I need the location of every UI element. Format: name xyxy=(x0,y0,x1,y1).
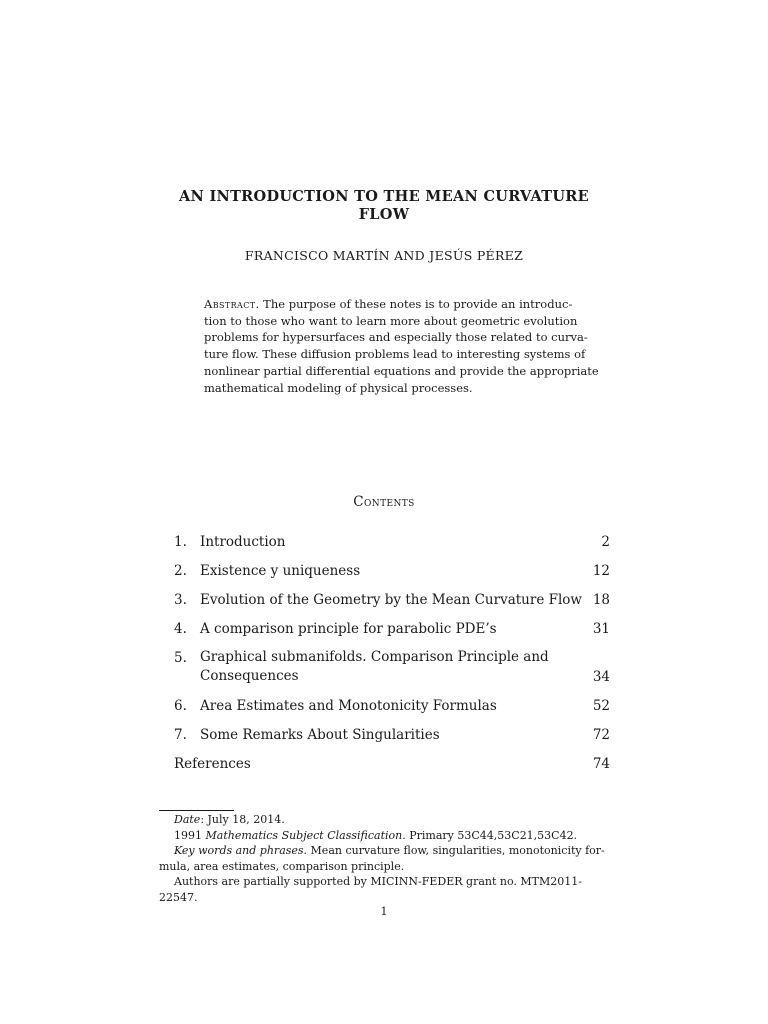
abstract-line-3: problems for hypersurfaces and especially those related to curva- xyxy=(204,330,588,345)
author-names: FRANCISCO MARTÍN AND JESÚS PÉREZ xyxy=(244,248,524,263)
toc-label: Area Estimates and Monotonicity Formulas xyxy=(200,698,497,714)
keywords-label: Key words and phrases. xyxy=(174,844,308,857)
toc-number: 7. xyxy=(174,727,187,743)
abstract xyxy=(204,296,599,396)
toc-number: 4. xyxy=(174,621,187,637)
toc-label-line-2: Consequences xyxy=(200,668,299,684)
toc-entry-introduction[interactable] xyxy=(174,532,610,552)
footnote-support-line-1: Authors are partially supported by MICINN-FEDER grant no. MTM2011- xyxy=(174,875,582,888)
title-line-1: AN INTRODUCTION TO THE MEAN CURVATURE xyxy=(179,188,589,205)
toc-page-number: 72 xyxy=(592,727,610,743)
abstract-line-2: tion to those who want to learn more about geometric evolution xyxy=(204,313,578,328)
msc-prefix: 1991 xyxy=(174,828,206,842)
contents-heading: Contents xyxy=(353,494,415,510)
toc-number: 1. xyxy=(174,534,187,550)
toc-label: Evolution of the Geometry by the Mean Curvature Flow xyxy=(200,592,582,608)
keywords-line-1: Mean curvature flow, singularities, monotonicity for- xyxy=(307,844,605,857)
toc-label xyxy=(200,648,549,686)
title-line-2: FLOW xyxy=(358,206,410,223)
toc-label: References xyxy=(174,756,251,772)
toc-entry-area-estimates[interactable] xyxy=(174,696,610,716)
toc-number: 2. xyxy=(174,563,187,579)
abstract-text-1: The purpose of these notes is to provide an introduc- xyxy=(259,297,573,311)
toc-page-number: 74 xyxy=(592,756,610,772)
footnote-keywords xyxy=(159,843,609,859)
keywords-line-2: mula, area estimates, comparison principle. xyxy=(159,859,405,873)
abstract-line-4: ture flow. These diffusion problems lead to interesting systems of xyxy=(204,347,586,362)
toc-page-number: 2 xyxy=(601,534,610,550)
toc-entry-singularities[interactable] xyxy=(174,725,610,745)
msc-label: Mathematics Subject Classification. xyxy=(205,828,406,842)
abstract-line-5: nonlinear partial differential equations and provide the appropriate xyxy=(204,363,599,378)
toc-entry-graphical-submanifolds[interactable] xyxy=(174,648,610,688)
toc-entry-comparison-principle[interactable] xyxy=(174,619,610,639)
date-label: Date xyxy=(174,813,201,826)
footnotes xyxy=(159,812,609,905)
toc-page-number: 31 xyxy=(592,621,610,637)
abstract-line-6: mathematical modeling of physical processes. xyxy=(204,380,473,395)
toc-number: 5. xyxy=(174,650,187,666)
page-number: 1 xyxy=(380,905,388,918)
toc-entry-references[interactable] xyxy=(174,754,610,774)
toc-page-number: 52 xyxy=(592,698,610,714)
abstract-line-1 xyxy=(204,296,573,313)
toc-number: 6. xyxy=(174,698,187,714)
toc-page-number: 12 xyxy=(592,563,610,579)
toc-label: Existence y uniqueness xyxy=(200,563,361,579)
toc-page-number: 34 xyxy=(592,669,610,685)
toc-label: Introduction xyxy=(200,534,286,550)
footnote-msc xyxy=(159,828,609,844)
msc-value: Primary 53C44,53C21,53C42. xyxy=(405,828,578,842)
toc-entry-evolution[interactable] xyxy=(174,590,610,610)
toc-label-line-1: Graphical submanifolds. Comparison Principle and xyxy=(200,649,549,665)
footnote-divider xyxy=(159,810,234,811)
toc-number: 3. xyxy=(174,592,187,608)
paper-title xyxy=(160,188,608,224)
toc-entry-existence[interactable] xyxy=(174,561,610,581)
toc-label: A comparison principle for parabolic PDE’s xyxy=(200,621,497,637)
footnote-date xyxy=(159,812,609,828)
toc-page-number: 18 xyxy=(592,592,610,608)
footnote-support-line-2: 22547. xyxy=(159,890,198,904)
date-value: : July 18, 2014. xyxy=(200,813,285,826)
toc-label: Some Remarks About Singularities xyxy=(200,727,440,743)
abstract-label: Abstract. xyxy=(204,297,260,311)
